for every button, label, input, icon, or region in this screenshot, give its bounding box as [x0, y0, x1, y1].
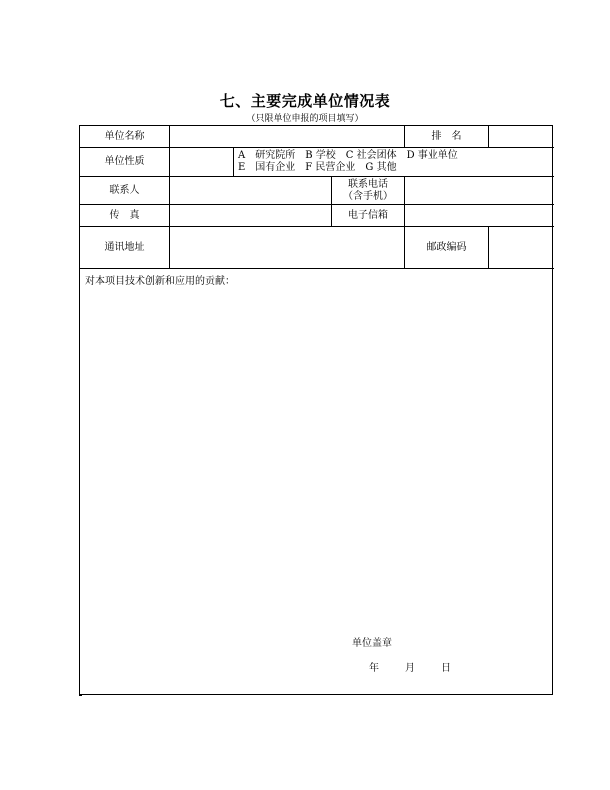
unit-type-field[interactable]: [170, 148, 233, 176]
email-field[interactable]: [405, 205, 553, 226]
unit-type-options: [238, 150, 458, 174]
unit-type-options-line1: A 研究院所 B 学校 C 社会团体 D 事业单位: [238, 150, 458, 161]
date-year-label: 年: [369, 663, 379, 674]
rank-field[interactable]: [489, 126, 553, 147]
contribution-label: 对本项目技术创新和应用的贡献：: [85, 276, 235, 287]
address-label: 通讯地址: [104, 241, 145, 253]
postcode-label: 邮政编码: [426, 241, 467, 253]
date-day-label: 日: [441, 663, 451, 674]
phone-field[interactable]: [405, 177, 553, 204]
contact-label: 联系人: [109, 184, 140, 196]
unit-type-options-line2: E 国有企业 F 民营企业 G 其他: [238, 162, 397, 173]
contact-field[interactable]: [170, 177, 331, 204]
page-subtitle: （只限单位申报的项目填写）: [246, 114, 364, 124]
address-field[interactable]: [170, 227, 404, 268]
unit-type-label: 单位性质: [104, 156, 145, 167]
unit-info-form: [79, 125, 553, 695]
column-divider: [233, 147, 234, 176]
fax-field[interactable]: [170, 205, 331, 226]
postcode-field[interactable]: [489, 227, 553, 268]
rank-label: 排 名: [431, 130, 462, 142]
contribution-field[interactable]: [80, 269, 553, 694]
corner-mark: [79, 693, 82, 696]
phone-label: [332, 177, 404, 204]
unit-seal-label: 单位盖章: [352, 638, 392, 649]
unit-name-label: 单位名称: [104, 130, 145, 142]
date-month-label: 月: [405, 663, 415, 674]
page-title: 七、主要完成单位情况表: [219, 92, 391, 110]
phone-label-line1: 联系电话: [348, 178, 388, 190]
phone-label-line2: （含手机）: [343, 190, 393, 202]
fax-label: 传 真: [109, 209, 140, 221]
unit-name-field[interactable]: [170, 126, 404, 147]
email-label: 电子信箱: [348, 209, 388, 221]
